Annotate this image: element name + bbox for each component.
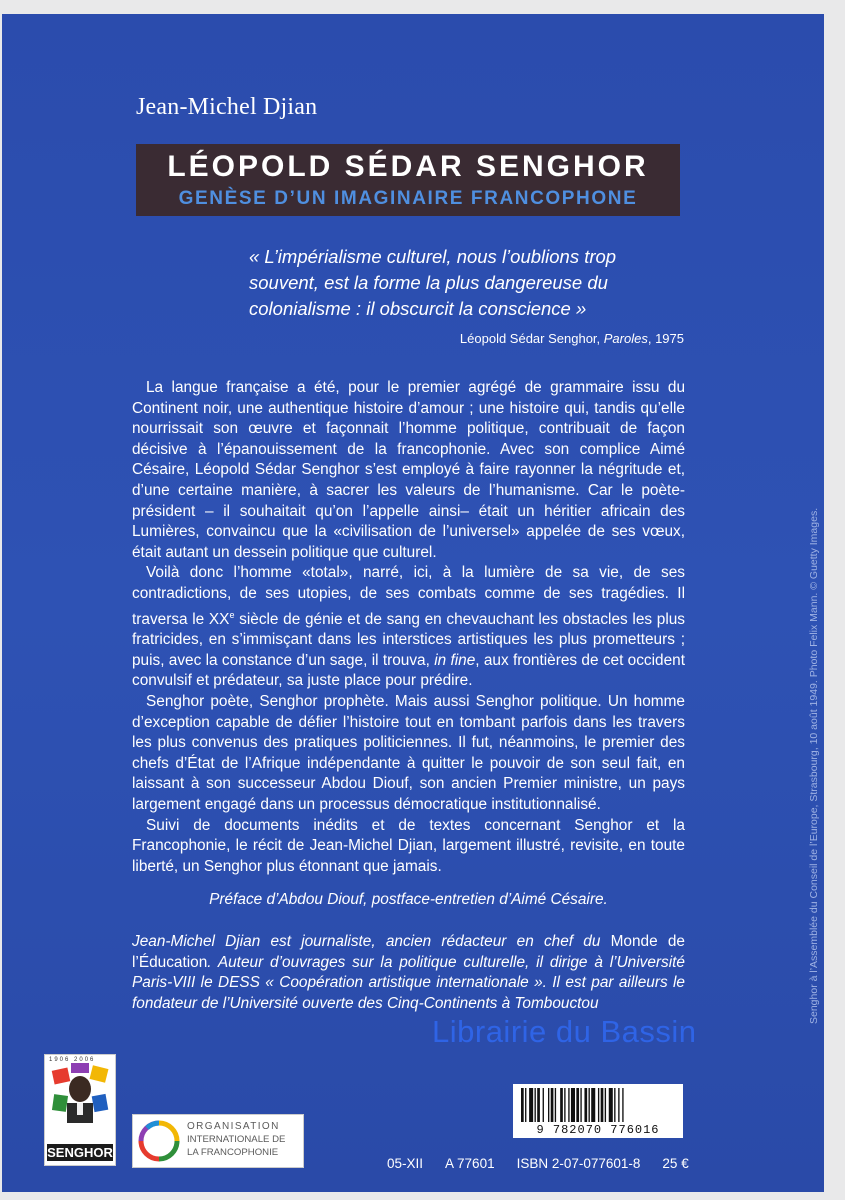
title-band bbox=[136, 144, 680, 216]
senghor-centenary-logo bbox=[44, 1054, 116, 1166]
footer-codes bbox=[387, 1156, 689, 1171]
oif-line-1: ORGANISATION bbox=[187, 1121, 280, 1132]
p2-part-a: Voilà donc l’homme «total», narré, ici, à la lumière de sa vie, de ses contradictions, de ses utopies, de ses combats comme de ses tragédies. Il traversa le XX bbox=[132, 564, 685, 628]
blurb-text bbox=[132, 378, 685, 877]
p2-italic: in fine bbox=[434, 651, 476, 669]
p2-superscript: e bbox=[229, 609, 235, 620]
footer-code-1: 05-XII bbox=[387, 1156, 424, 1171]
back-cover bbox=[2, 14, 824, 1192]
bio-part-c: . Auteur d’ouvrages sur la politique culturelle, il dirige à l’Université Paris-VIII le DESS « Coopération artistique internationale ». Il est par ailleurs le fondateur de l’Université ouverte des Cinq-Continents à Tombouctou bbox=[132, 953, 685, 1012]
oif-text bbox=[187, 1120, 301, 1159]
quote-source bbox=[252, 331, 684, 346]
blurb-paragraph-3: Senghor poète, Senghor prophète. Mais aussi Senghor politique. Un homme d’exception capable de défier l’histoire tout en tombant parfois dans les travers les plus convenus des pratiques politiciennes. Il fut, néanmoins, le premier des chefs d’État de l’Afrique indépendante à quitter le pouvoir de son seul fait, en laissant à son successeur Abdou Diouf, son ancien Premier ministre, un pays largement engagé dans un processus démocratique institutionnalisé. bbox=[132, 693, 685, 813]
footer-isbn: ISBN 2-07-077601-8 bbox=[516, 1156, 641, 1171]
blurb-paragraph-4: Suivi de documents inédits et de textes concernant Senghor et la Francophonie, le récit de Jean-Michel Djian, largement illustré, revisite, en toute liberté, un Senghor plus étonnant que jamais. bbox=[132, 816, 685, 875]
isbn-barcode bbox=[513, 1084, 683, 1138]
author-bio bbox=[132, 932, 685, 1014]
oif-line-3: LA FRANCOPHONIE bbox=[187, 1147, 279, 1158]
epigraph-quote: « L’impérialisme culturel, nous l’oublions trop souvent, est la forme la plus dangereuse du colonialisme : il obscurcit la conscience » bbox=[249, 246, 617, 319]
bookseller-watermark: Librairie du Bassin bbox=[432, 1014, 697, 1049]
preface-credit: Préface d’Abdou Diouf, postface-entretien d’Aimé Césaire. bbox=[209, 891, 608, 908]
senghor-logo-name: SENGHOR bbox=[47, 1145, 113, 1160]
quote-source-year: , 1975 bbox=[647, 331, 684, 346]
blurb-paragraph-1: La langue française a été, pour le premier agrégé de grammaire issu du Continent noir, une authentique histoire d’amour ; une histoire qui, tandis qu’elle nourrissait son œuvre et façonnait l’homme politique, contribuait de façon décisive à l’épanouissement de la francophonie. Avec son complice Aimé Césaire, Léopold Sédar Senghor s’est employé à faire rayonner la négritude et, d’une certaine manière, à sacrer les valeurs de l’humanisme. Car le poète-président – il souhaitait qu’on l’appelle ainsi– était un héritier africain des Lumières, convaincu que la «civilisation de l’universel» appelée de ses vœux, était autant un dessein politique que culturel. bbox=[132, 379, 685, 561]
quote-source-author: Léopold Sédar Senghor, bbox=[459, 331, 604, 346]
senghor-portrait-icon bbox=[51, 1059, 109, 1125]
book-title: LÉOPOLD SÉDAR SENGHOR bbox=[167, 150, 649, 183]
barcode-digits: 9 782070 776016 bbox=[536, 1123, 660, 1137]
footer-price: 25 € bbox=[662, 1156, 689, 1171]
bio-publication: Monde de l’Éducation bbox=[132, 933, 685, 971]
p2-part-b: siècle de génie et de sang en chevauchant les obstacles les plus fratricides, en s’immisçant dans les interstices artistiques les plus prometteurs ; puis, avec la constance d’un sage, il trouva, bbox=[132, 610, 685, 669]
oif-line-2: INTERNATIONALE DE bbox=[187, 1134, 286, 1145]
quote-source-work: Paroles bbox=[603, 331, 648, 346]
author-name: Jean-Michel Djian bbox=[136, 94, 318, 120]
senghor-logo-years: 1906 2006 bbox=[49, 1057, 96, 1063]
francophonie-ring-icon bbox=[138, 1120, 180, 1162]
p2-part-c: , aux frontières de cet occident convulsif et prédateur, sa juste place pour prédire. bbox=[132, 651, 685, 690]
footer-code-2: A 77601 bbox=[445, 1156, 495, 1171]
barcode-bars bbox=[519, 1088, 677, 1122]
blurb-paragraph-2 bbox=[132, 563, 685, 692]
book-subtitle: GENÈSE D’UN IMAGINAIRE FRANCOPHONE bbox=[178, 188, 638, 209]
bio-part-a: Jean-Michel Djian est journaliste, ancien rédacteur en chef du bbox=[132, 933, 611, 950]
photo-credit: Senghor à l’Assemblée du Conseil de l’Europe, Strasbourg, 10 août 1949. Photo Felix Mann. © Guetty Images. bbox=[808, 507, 820, 1024]
oif-logo bbox=[132, 1114, 304, 1168]
